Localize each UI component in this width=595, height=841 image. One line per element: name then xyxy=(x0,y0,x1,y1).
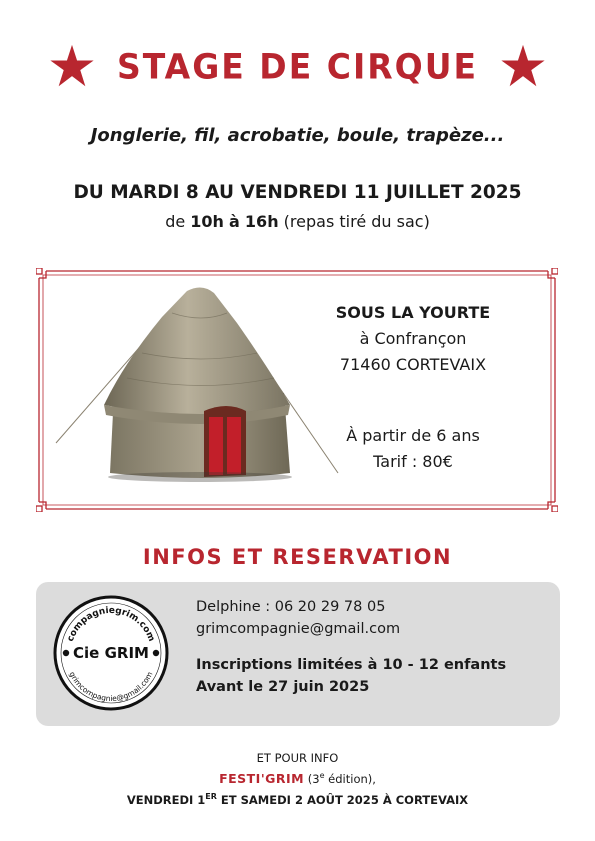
hours-suffix: (repas tiré du sac) xyxy=(283,212,430,231)
yurt-image xyxy=(52,283,342,488)
conditions-block xyxy=(300,423,526,475)
footer xyxy=(0,750,595,809)
edition-close: édition), xyxy=(324,771,376,786)
price-text: Tarif : 80€ xyxy=(373,452,453,471)
festival-name: FESTI'GRIM xyxy=(219,770,305,786)
footer-dates-sup: ER xyxy=(205,791,217,801)
footer-dates-a: VENDREDI 1 xyxy=(126,792,206,807)
seal-center-text: Cie GRIM xyxy=(73,644,149,662)
hours-prefix: de xyxy=(165,212,186,231)
hours-middle: à xyxy=(229,212,240,231)
edition-sup: e xyxy=(319,771,325,780)
company-seal-logo xyxy=(52,594,170,712)
location-line-2: 71460 CORTEVAIX xyxy=(339,355,487,374)
phone-text: Delphine : 06 20 29 78 05 xyxy=(196,599,386,615)
location-block xyxy=(300,300,526,378)
hours-start: 10h xyxy=(190,212,224,231)
limit-text: Inscriptions limitées à 10 - 12 enfants xyxy=(196,657,507,673)
infos-heading: INFOS ET RESERVATION xyxy=(142,545,453,569)
dates-heading: DU MARDI 8 AU VENDREDI 11 JUILLET 2025 xyxy=(73,182,522,203)
title-row xyxy=(0,40,595,92)
deadline-text: Avant le 27 juin 2025 xyxy=(196,679,370,695)
contact-info xyxy=(196,596,536,698)
seal-bottom-text: grimcompagnie@gmail.com xyxy=(67,670,155,704)
page-title: STAGE DE CIRQUE xyxy=(116,45,479,87)
location-title: SOUS LA YOURTE xyxy=(335,303,491,322)
footer-intro: ET POUR INFO xyxy=(256,751,339,765)
footer-dates-b: ET SAMEDI 2 AOÛT 2025 À CORTEVAIX xyxy=(216,792,469,807)
star-icon xyxy=(49,43,95,89)
age-text: À partir de 6 ans xyxy=(346,426,480,445)
footer-festival-line xyxy=(0,767,595,788)
hours-end: 16h xyxy=(244,212,279,231)
location-line-1: à Confrançon xyxy=(359,329,467,348)
seal-top-text: compagniegrim.com xyxy=(65,605,157,644)
edition-open: (3 xyxy=(307,771,320,786)
activities-subtitle: Jonglerie, fil, acrobatie, boule, trapèze... xyxy=(90,125,505,146)
footer-dates-line xyxy=(0,788,595,809)
email-link[interactable]: grimcompagnie@gmail.com xyxy=(196,621,401,637)
star-icon xyxy=(500,43,546,89)
hours-line xyxy=(0,212,595,231)
